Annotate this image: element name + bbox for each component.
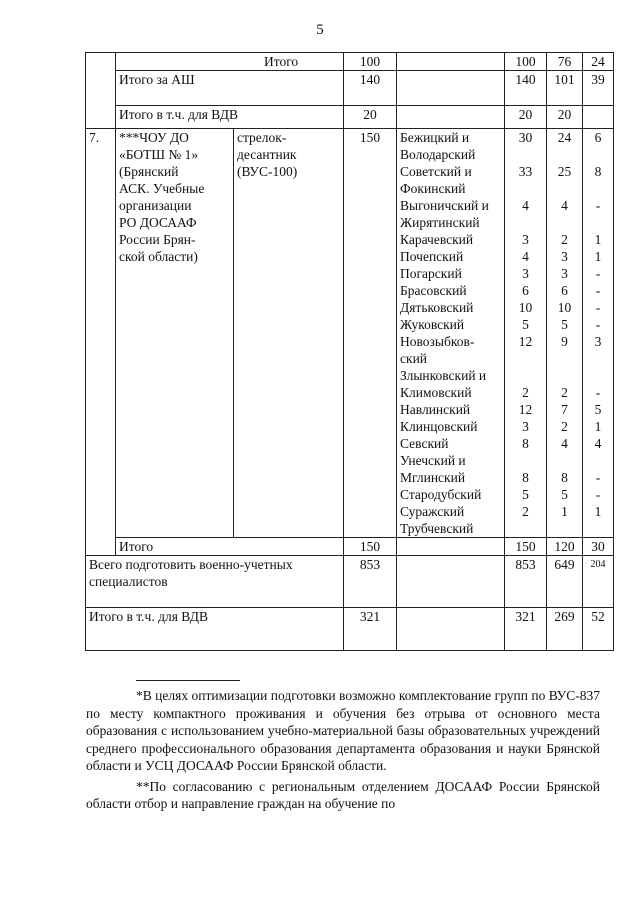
value-cell [508,367,543,384]
org-name-line: ***ЧОУ ДО [119,130,189,145]
value-cell [550,367,579,384]
row-c3: 24 [583,53,614,71]
value-cell: - [595,300,601,315]
municipality-line: Володарский [400,147,476,162]
value-cell: 8 [522,436,529,451]
row-c1: 20 [505,106,547,129]
table-row-org-7 [86,129,614,538]
value-cell [586,520,610,537]
cell-empty [397,608,505,651]
value-cell: 5 [561,317,568,332]
value-cell: 3 [561,266,568,281]
footnotes [86,687,600,813]
value-cell: 9 [561,334,568,349]
value-cell: 1 [594,249,602,264]
col2-cell [547,129,583,538]
cell-empty [86,53,116,129]
value-cell: 10 [557,300,572,315]
row-c2: 101 [547,71,583,106]
municipality-line: ский [400,351,428,366]
value-cell: 2 [561,419,568,434]
value-cell [586,146,610,163]
org-name-line: АСК. Учебные [119,181,205,196]
row-total: 100 [344,53,397,71]
table-row-itogo-vdv-total [86,608,614,651]
specialty-line: стрелок- [237,130,287,145]
footnote-2: **По согласованию с региональным отделением ДОСААФ России Брянской области отбор и направление граждан на обучение по [86,778,600,811]
municipality-line: Новозыбков- [400,334,475,349]
value-cell [550,520,579,537]
footnote-separator [136,680,240,681]
org-name-line: России Брян- [119,232,196,247]
value-cell [550,350,579,367]
row-c2: 20 [547,106,583,129]
value-cell [508,350,543,367]
value-cell: 4 [522,198,529,213]
municipality-line: Выгоничский и [400,198,489,213]
value-cell: - [595,198,601,213]
page-number: 5 [316,22,324,38]
value-cell [586,180,610,197]
col1-cell [505,129,547,538]
value-cell: 5 [522,487,529,502]
municipality-line: Унечский и [400,453,466,468]
table-row-itogo-vdv [86,106,614,129]
row-number-text: 7. [89,130,100,145]
row-total: 853 [344,556,397,608]
row-c2: 76 [547,53,583,71]
value-cell: - [595,266,601,281]
row-c1: 321 [505,608,547,651]
specialty-cell [234,129,344,538]
value-cell: 5 [522,317,529,332]
municipality-line: Жуковский [400,317,465,332]
value-cell: 12 [518,402,533,417]
value-cell [586,214,610,231]
row-c1: 853 [505,556,547,608]
municipality-line: Суражский [400,504,465,519]
org-name-line: РО ДОСААФ [119,215,197,230]
municipality-line: Бежицкий и [400,130,470,145]
row-c2: 120 [547,538,583,556]
table-row-itogo-7 [86,538,614,556]
value-cell: 25 [557,164,572,179]
municipality-line: Фокинский [400,181,466,196]
row-label: Итого [116,53,344,71]
value-cell: 10 [518,300,533,315]
row-c3: 204 [583,556,614,608]
value-cell [550,214,579,231]
value-cell: 6 [594,130,602,145]
row-total: 321 [344,608,397,651]
row-total: 140 [344,71,397,106]
row-c1: 140 [505,71,547,106]
value-cell: 1 [594,232,602,247]
municipality-line: Почепский [400,249,464,264]
value-cell: 2 [522,385,529,400]
municipality-line: Климовский [400,385,472,400]
value-cell: 4 [594,436,602,451]
value-cell: 8 [594,164,602,179]
municipality-line: Севский [400,436,449,451]
specialty-line: (ВУС-100) [237,164,298,179]
cell-empty [397,538,505,556]
row-c3: 52 [583,608,614,651]
value-cell: 8 [561,470,568,485]
municipality-line: Навлинский [400,402,471,417]
value-cell [550,452,579,469]
row-label: Итого за АШ [116,71,344,106]
value-cell [586,350,610,367]
value-cell [508,520,543,537]
value-cell: 3 [522,419,529,434]
value-cell: 3 [522,266,529,281]
col3-cell [583,129,614,538]
row-label: Итого [116,538,344,556]
value-cell: 6 [522,283,529,298]
value-cell: 5 [561,487,568,502]
value-cell: 8 [522,470,529,485]
org-name-line: организации [119,198,192,213]
org-name-line: (Брянский [119,164,179,179]
value-cell [586,452,610,469]
row-total: 150 [344,538,397,556]
value-cell: 4 [561,198,568,213]
value-cell: 2 [522,504,529,519]
municipality-line: Клинцовский [400,419,478,434]
municipality-line: Карачевский [400,232,474,247]
value-cell: 7 [561,402,568,417]
value-cell: 24 [557,130,572,145]
value-cell: 2 [561,385,568,400]
value-cell [508,146,543,163]
cell-empty [397,556,505,608]
municipality-line: Советский и [400,164,472,179]
row-c3: 39 [583,71,614,106]
value-cell: 3 [522,232,529,247]
value-cell: 4 [522,249,529,264]
value-cell [550,146,579,163]
org-name-line: «БОТШ № 1» [119,147,199,162]
municipality-line: Мглинский [400,470,466,485]
row-total: 150 [344,129,397,538]
table-row-vsego [86,556,614,608]
row-number [86,129,116,556]
value-cell: - [595,283,601,298]
row-c2: 649 [547,556,583,608]
municipality-line: Стародубский [400,487,482,502]
org-name-cell [116,129,234,538]
table-row-itogo-ash [86,71,614,106]
value-cell: 4 [561,436,568,451]
row-c2: 269 [547,608,583,651]
value-cell: 1 [594,504,602,519]
row-c1: 150 [505,538,547,556]
value-cell: 1 [594,419,602,434]
row-label: Итого в т.ч. для ВДВ [116,106,344,129]
row-c3: 30 [583,538,614,556]
value-cell: 3 [594,334,602,349]
table-row-itogo [86,53,614,71]
value-cell: 5 [594,402,602,417]
value-cell: - [595,385,601,400]
municipality-line: Брасовский [400,283,467,298]
value-cell: 1 [561,504,568,519]
org-name-line: ской области) [119,249,198,264]
value-cell: 30 [518,130,533,145]
value-cell: 6 [561,283,568,298]
municipalities-cell [397,129,505,538]
row-total: 20 [344,106,397,129]
footnote-1: *В целях оптимизации подготовки возможно комплектование групп по ВУС-837 по месту компактного проживания и обучения без отрыва от основного места образования с использованием учебно-материальной базы образовательных учреждений среднего профессионального образования департамента образования и науки Брянской области и УСЦ ДОСААФ России Брянской области. [86,688,600,773]
value-cell: 12 [518,334,533,349]
value-cell [508,452,543,469]
municipality-line: Жирятинский [400,215,480,230]
cell-empty [397,106,505,129]
value-cell: 33 [518,164,533,179]
value-cell [508,214,543,231]
value-cell: - [595,487,601,502]
training-table [85,52,614,651]
municipality-line: Злынковский и [400,368,487,383]
value-cell: 2 [561,232,568,247]
row-label: Итого в т.ч. для ВДВ [86,608,344,651]
row-c3 [583,106,614,129]
cell-empty [397,53,505,71]
municipality-line: Трубчевский [400,521,474,536]
value-cell: 3 [561,249,568,264]
row-c1: 100 [505,53,547,71]
value-cell [508,180,543,197]
municipality-line: Погарский [400,266,462,281]
value-cell [586,367,610,384]
value-cell: - [595,317,601,332]
value-cell [550,180,579,197]
row-label: Всего подготовить военно-учетных специалистов [86,556,344,608]
value-cell: - [595,470,601,485]
municipality-line: Дятьковский [400,300,474,315]
cell-empty [397,71,505,106]
specialty-line: десантник [237,147,297,162]
